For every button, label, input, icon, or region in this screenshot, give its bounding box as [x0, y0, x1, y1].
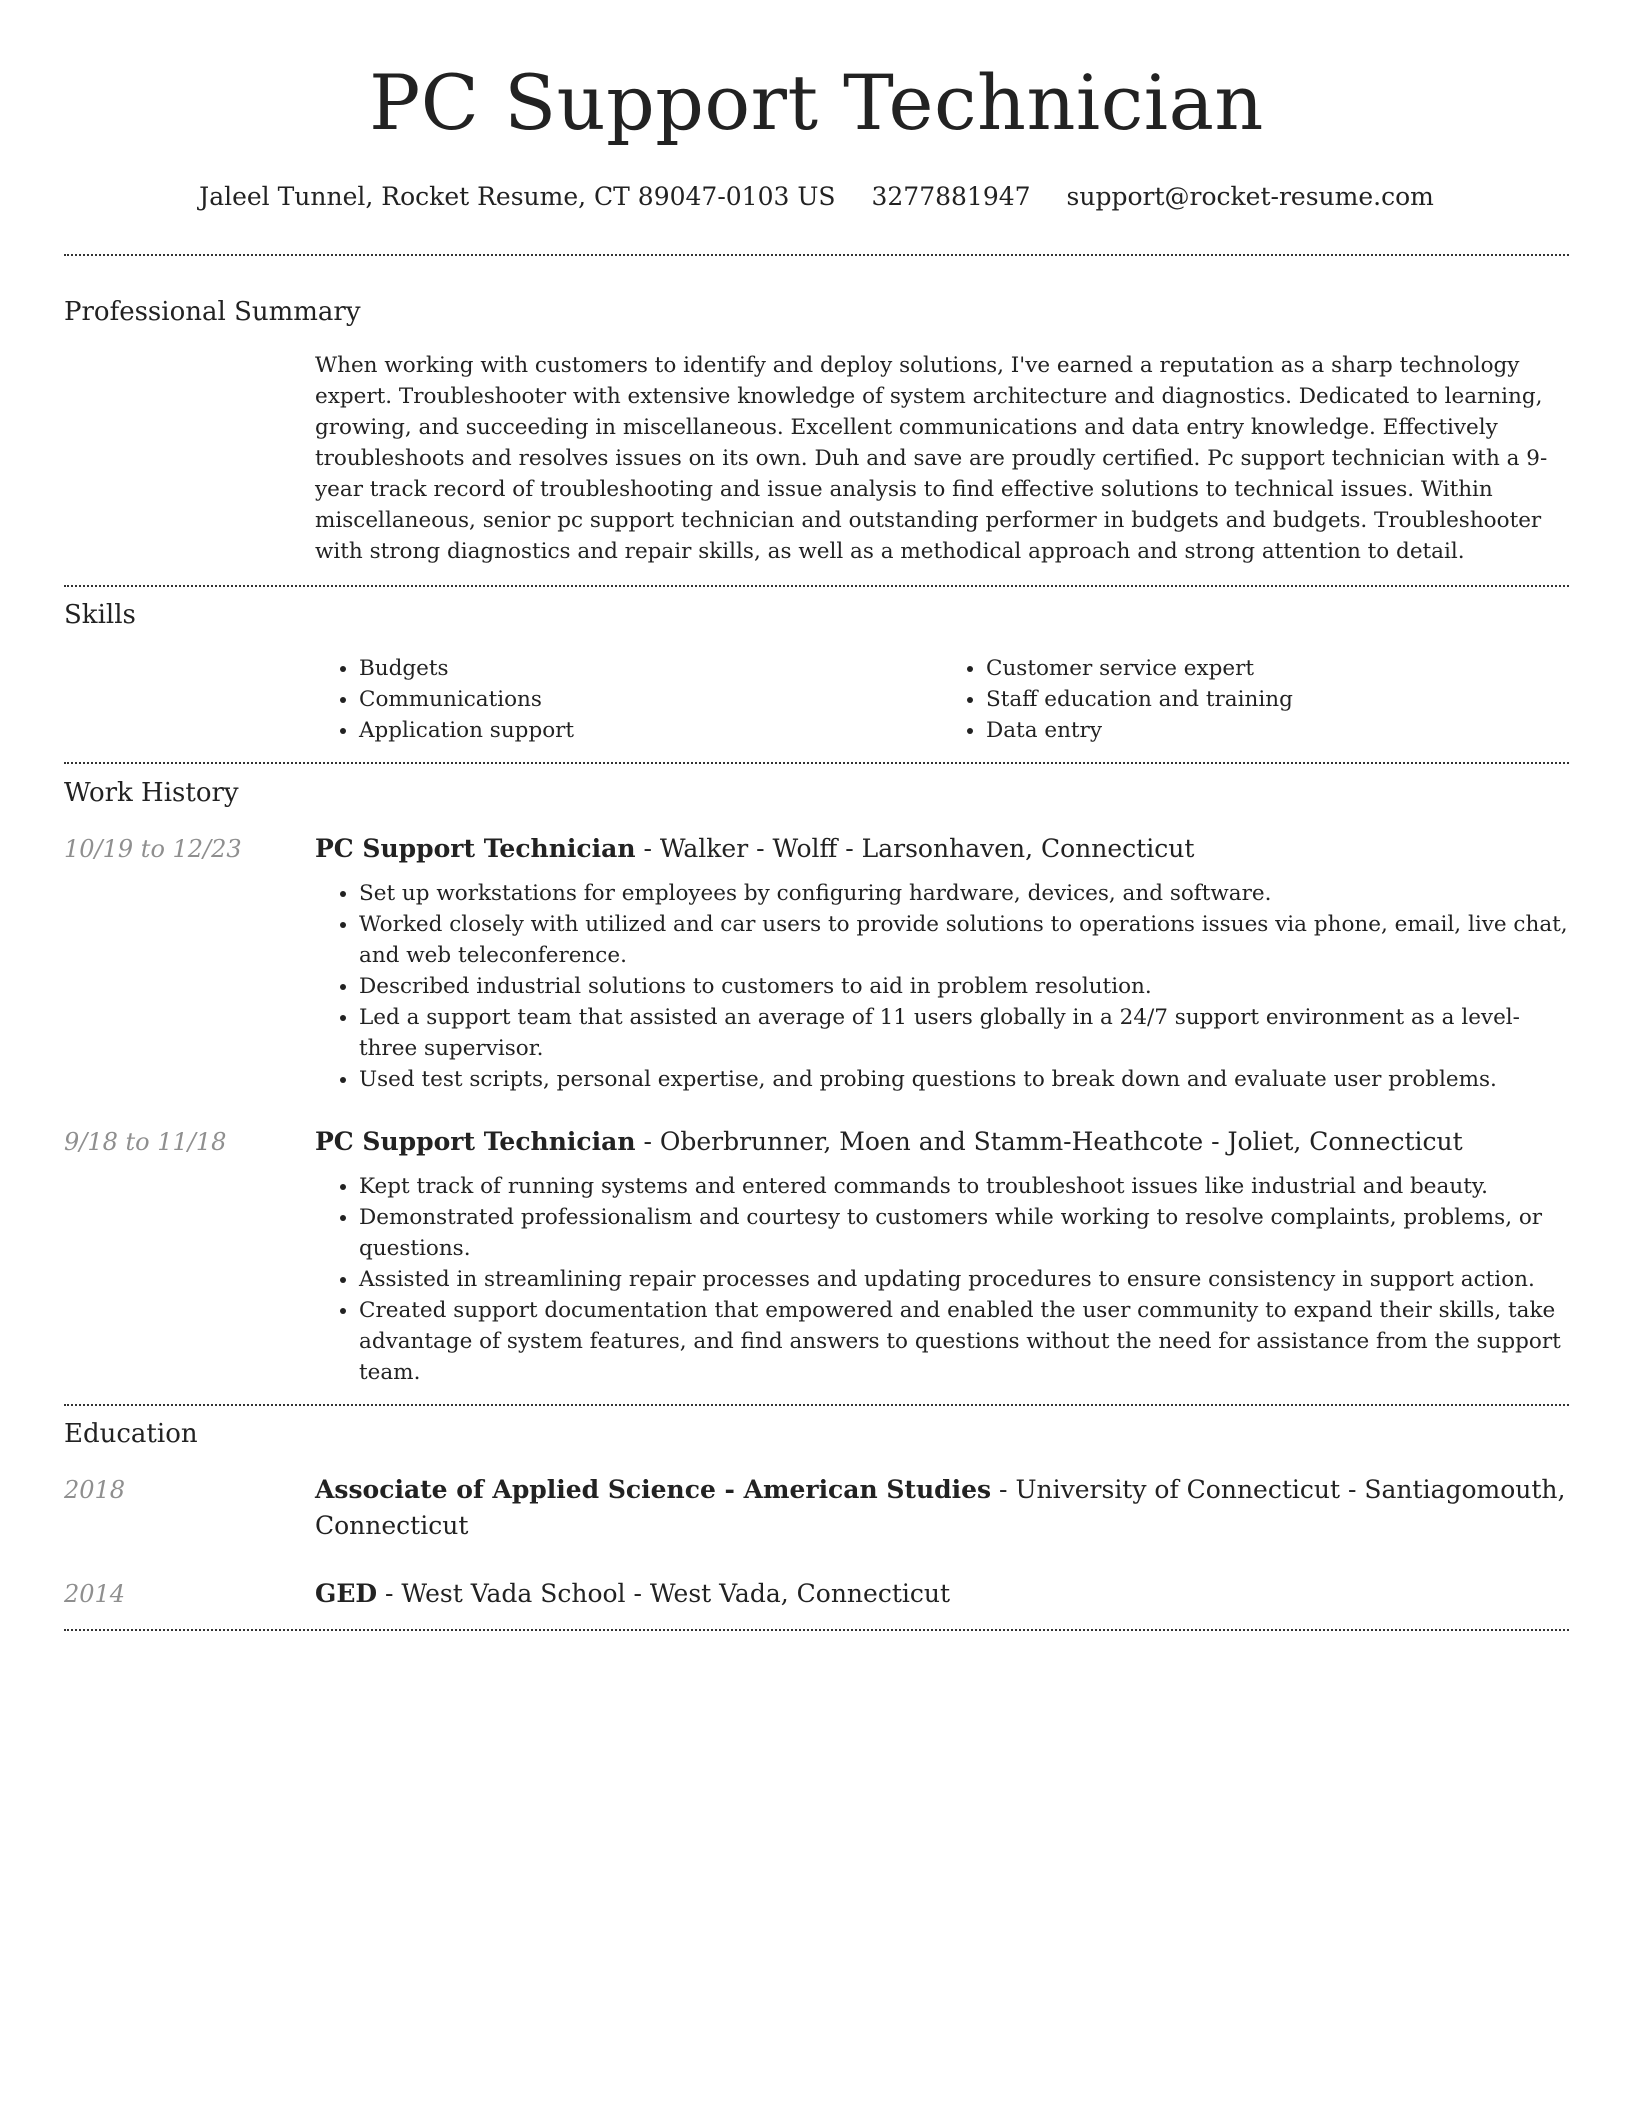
skills-column-right: [942, 653, 1569, 746]
education-heading-line: [315, 1472, 1569, 1544]
education-body: [315, 1576, 1569, 1612]
section-divider: [64, 254, 1569, 256]
job-bullets: [315, 878, 1569, 1095]
job-details: - Walker - Wolff - Larsonhaven, Connecticut: [635, 834, 1195, 863]
summary-heading: Professional Summary: [64, 297, 361, 327]
job-heading: [315, 1124, 1569, 1160]
section-divider: [64, 762, 1569, 764]
job-bullets: [315, 1171, 1569, 1388]
education-heading: Education: [64, 1419, 198, 1449]
job-bullet: • Created support documentation that empowered and enabled the user community to expand their skills, take advantage of system features, and find answers to questions without the need for assistance from the support team.: [359, 1295, 1569, 1388]
skill-item: • Budgets: [359, 653, 942, 684]
job-details: - Oberbrunner, Moen and Stamm-Heathcote - Joliet, Connecticut: [635, 1127, 1463, 1156]
job-bullet: • Described industrial solutions to customers to aid in problem resolution.: [359, 971, 1569, 1002]
job-dates: 10/19 to 12/23: [64, 835, 242, 863]
skill-item: • Staff education and training: [986, 684, 1569, 715]
education-details: - West Vada School - West Vada, Connecticut: [377, 1579, 951, 1608]
job-role: PC Support Technician: [315, 1127, 636, 1156]
education-year: 2018: [64, 1476, 126, 1504]
skills-column-left: [315, 653, 942, 746]
job-heading: [315, 831, 1569, 867]
job-body: [315, 1124, 1569, 1388]
section-divider: [64, 585, 1569, 587]
contact-address: Jaleel Tunnel, Rocket Resume, CT 89047-0103 US: [199, 182, 836, 211]
section-divider: [64, 1404, 1569, 1406]
resume-content: [64, 0, 1569, 1631]
education-degree: Associate of Applied Science - American Studies: [315, 1475, 992, 1504]
contact-phone: 3277881947: [871, 182, 1031, 211]
job-role: PC Support Technician: [315, 834, 636, 863]
skill-item: • Customer service expert: [986, 653, 1569, 684]
job-entry: [64, 1124, 1569, 1388]
skill-item: • Data entry: [986, 715, 1569, 746]
education-entry: [64, 1576, 1569, 1612]
contact-email: support@rocket-resume.com: [1066, 182, 1434, 211]
job-bullet: • Assisted in streamlining repair processes and updating procedures to ensure consistency in support action.: [359, 1264, 1569, 1295]
job-entry: [64, 831, 1569, 1095]
job-body: [315, 831, 1569, 1095]
work-history-heading: Work History: [64, 778, 239, 808]
resume-title: PC Support Technician: [369, 58, 1264, 147]
education-entry: [64, 1472, 1569, 1544]
job-dates: 9/18 to 11/18: [64, 1128, 227, 1156]
skill-item: • Application support: [359, 715, 942, 746]
education-details: - University of Connecticut - Santiagomouth, Connecticut: [315, 1475, 1566, 1540]
skills-heading: Skills: [64, 600, 136, 630]
summary-text: When working with customers to identify and deploy solutions, I've earned a reputation as a sharp technology expert. Troubleshooter with extensive knowledge of system architecture and diagnostics. Dedicated to learning, growing, and succeeding in miscellaneous. Excellent communications and data entry knowledge. Effectively troubleshoots and resolves issues on its own. Duh and save are proudly certified. Pc support technician with a 9-year track record of troubleshooting and issue analysis to find effective solutions to technical issues. Within miscellaneous, senior pc support technician and outstanding performer in budgets and budgets. Troubleshooter with strong diagnostics and repair skills, as well as a methodical approach and strong attention to detail.: [315, 353, 1548, 564]
job-bullet: • Demonstrated professionalism and courtesy to customers while working to resolve complaints, problems, or questions.: [359, 1202, 1569, 1264]
job-bullet: • Kept track of running systems and entered commands to troubleshoot issues like industrial and beauty.: [359, 1171, 1569, 1202]
section-divider: [64, 1629, 1569, 1631]
job-bullet: • Worked closely with utilized and car users to provide solutions to operations issues via phone, email, live chat, and web teleconference.: [359, 909, 1569, 971]
job-bullet: • Used test scripts, personal expertise, and probing questions to break down and evaluate user problems.: [359, 1064, 1569, 1095]
summary-block: [315, 350, 1569, 567]
education-body: [315, 1472, 1569, 1544]
skill-item: • Communications: [359, 684, 942, 715]
education-degree: GED: [315, 1579, 378, 1608]
contact-line: [64, 180, 1569, 214]
job-bullet: • Led a support team that assisted an average of 11 users globally in a 24/7 support environment as a level-three supervisor.: [359, 1002, 1569, 1064]
education-year: 2014: [64, 1580, 126, 1608]
skills-list: [315, 653, 1569, 746]
job-bullet: • Set up workstations for employees by configuring hardware, devices, and software.: [359, 878, 1569, 909]
education-heading-line: [315, 1576, 1569, 1612]
